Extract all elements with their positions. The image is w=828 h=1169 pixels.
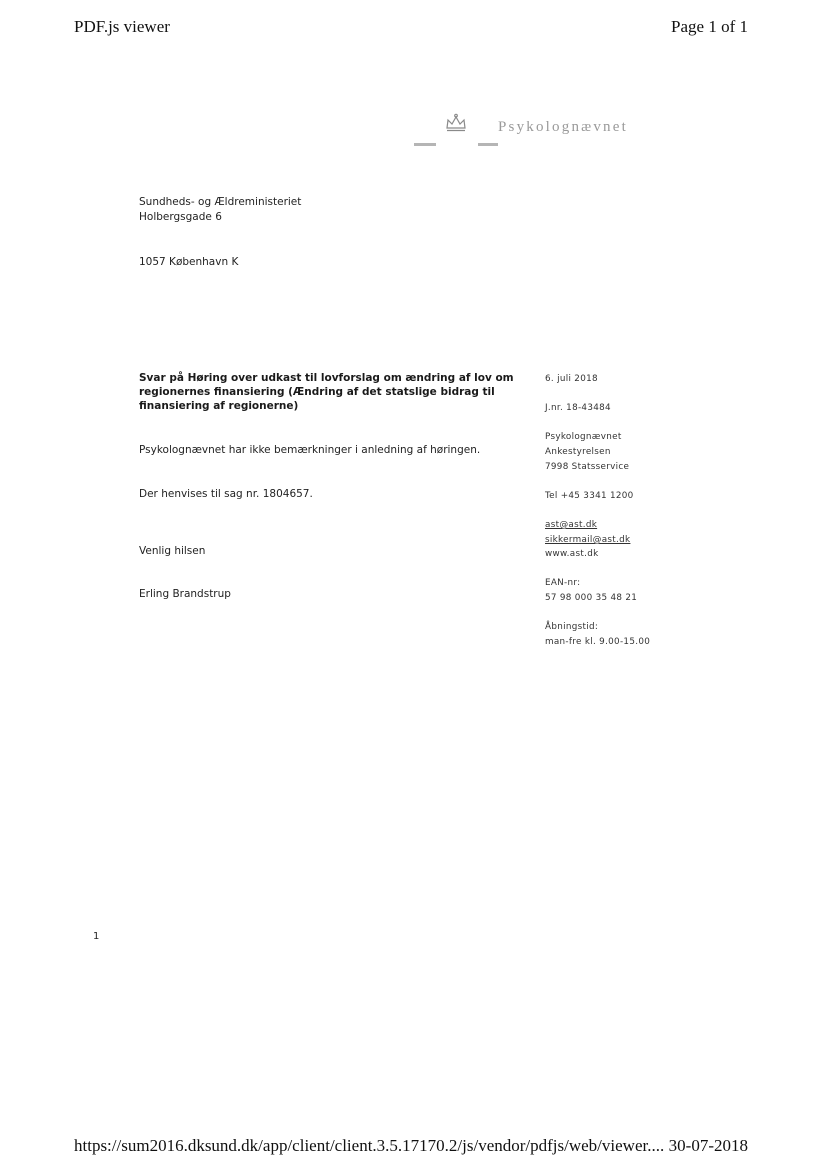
opening-hours-label: Åbningstid: bbox=[545, 622, 599, 632]
ean-label: EAN-nr: bbox=[545, 578, 581, 588]
logo-rule-right bbox=[478, 143, 498, 146]
body-paragraph-2: Der henvises til sag nr. 1804657. bbox=[139, 488, 313, 500]
closing-greeting: Venlig hilsen bbox=[139, 545, 206, 557]
signature-name: Erling Brandstrup bbox=[139, 588, 231, 600]
secure-email-link[interactable]: sikkermail@ast.dk bbox=[545, 535, 631, 545]
sender-postal: 7998 Statsservice bbox=[545, 462, 630, 472]
print-header-title: PDF.js viewer bbox=[74, 17, 170, 36]
opening-hours-value: man-fre kl. 9.00-15.00 bbox=[545, 637, 651, 647]
ean-value: 57 98 000 35 48 21 bbox=[545, 593, 638, 603]
print-footer-date: 30-07-2018 bbox=[668, 1136, 748, 1155]
logo-rule-left bbox=[414, 143, 436, 146]
sender-org: Psykolognævnet bbox=[545, 432, 622, 442]
recipient-street: Holbergsgade 6 bbox=[139, 211, 222, 223]
case-reference: J.nr. 18-43484 bbox=[545, 403, 611, 413]
logo-wordmark: Psykolognævnet bbox=[498, 119, 628, 135]
crown-icon bbox=[444, 113, 468, 133]
recipient-name: Sundheds- og Ældreministeriet bbox=[139, 196, 302, 208]
letter-date: 6. juli 2018 bbox=[545, 374, 598, 384]
letter-subject: Svar på Høring over udkast til lovforslag om ændring af lov om regionernes finansiering (Ændring af det statslige bidrag til finansiering af regionerne) bbox=[139, 372, 514, 412]
print-footer-url: https://sum2016.dksund.dk/app/client/client.3.5.17170.2/js/vendor/pdfjs/web/viewer.... bbox=[74, 1136, 665, 1155]
email-link[interactable]: ast@ast.dk bbox=[545, 520, 598, 530]
sender-phone: Tel +45 3341 1200 bbox=[545, 491, 634, 501]
body-paragraph-1: Psykolognævnet har ikke bemærkninger i anledning af høringen. bbox=[139, 444, 481, 456]
print-header-page: Page 1 of 1 bbox=[671, 17, 748, 36]
page-number: 1 bbox=[93, 931, 100, 942]
sender-parent-org: Ankestyrelsen bbox=[545, 447, 611, 457]
recipient-city: 1057 København K bbox=[139, 256, 239, 268]
website-link[interactable]: www.ast.dk bbox=[545, 549, 599, 559]
